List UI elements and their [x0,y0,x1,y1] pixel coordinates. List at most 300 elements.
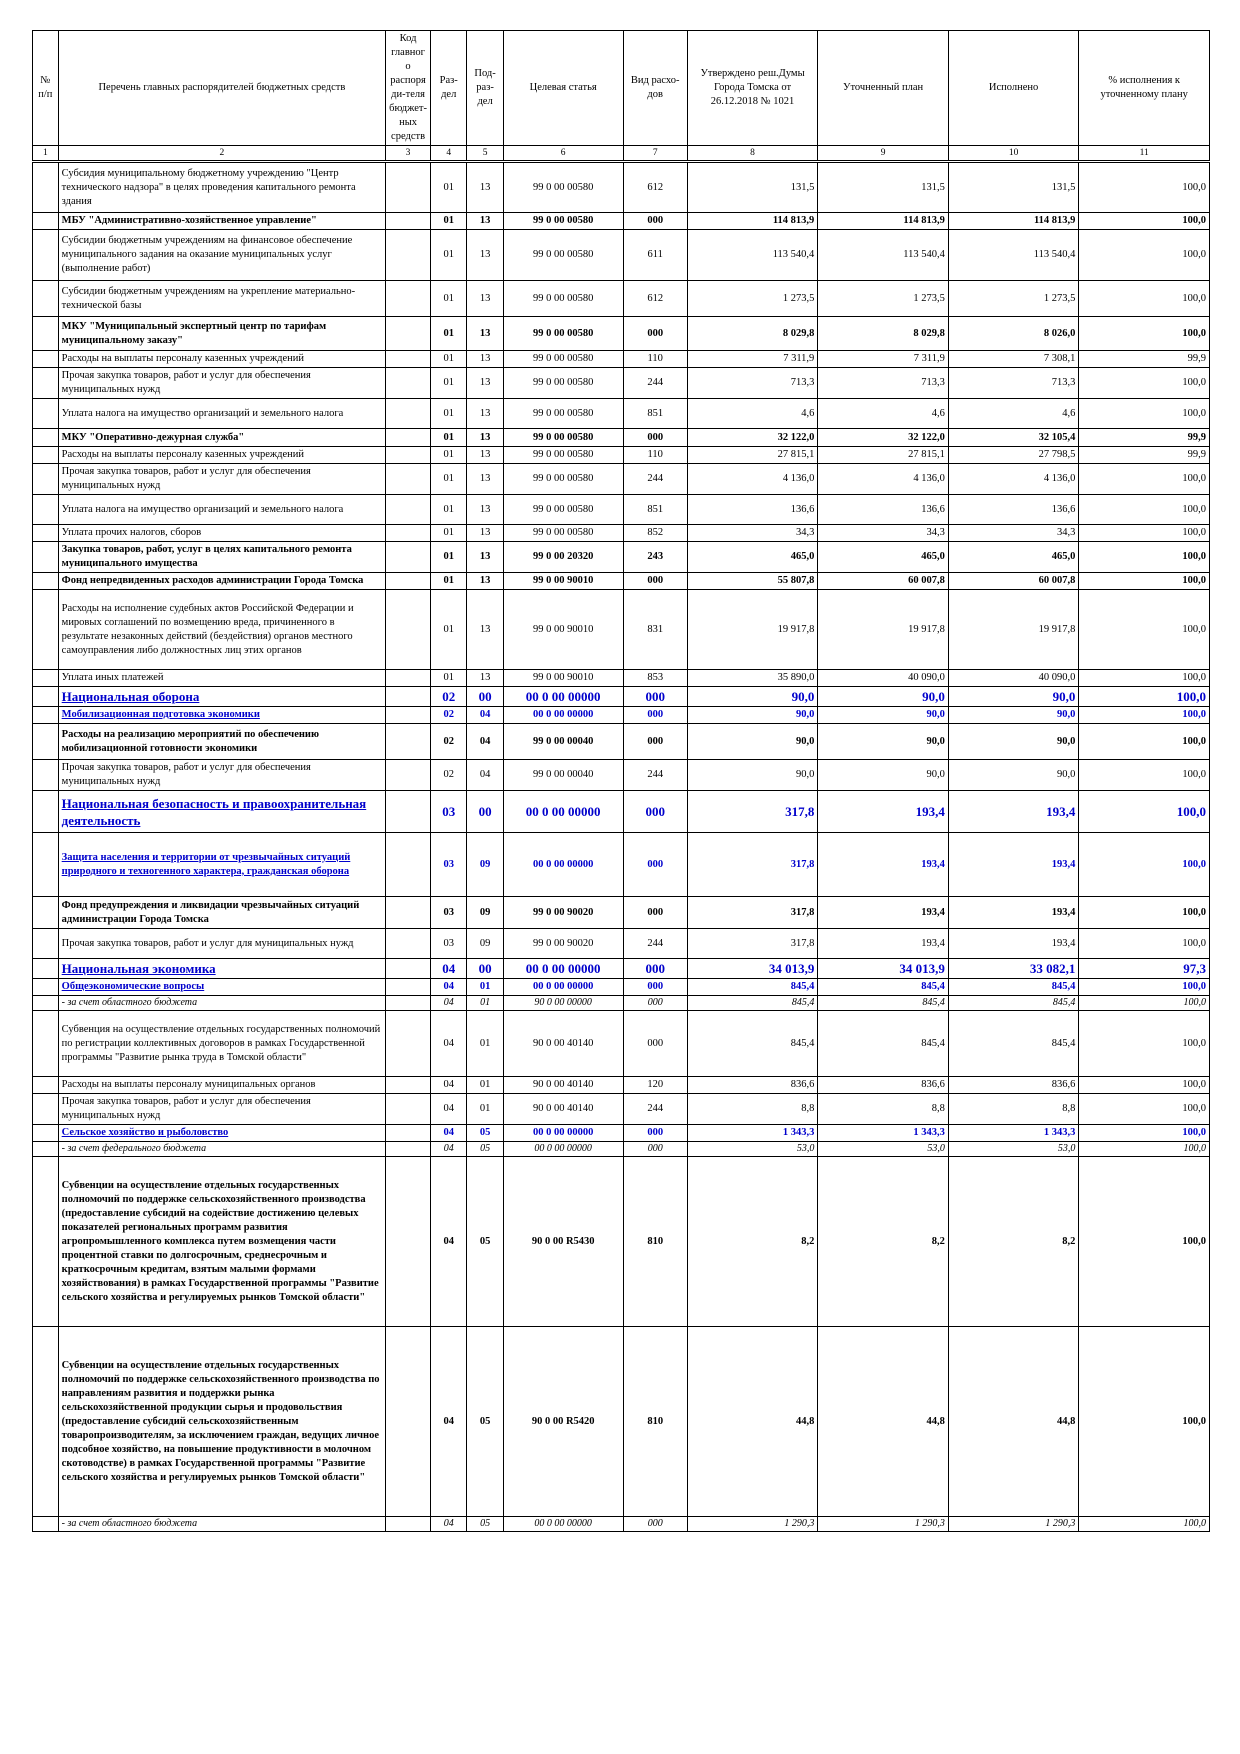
row-article: 99 0 00 00580 [503,447,623,464]
row-approved: 136,6 [687,495,818,525]
row-approved: 1 273,5 [687,281,818,317]
row-razdel: 04 [431,1517,467,1532]
row-plan: 53,0 [818,1142,949,1157]
row-article: 99 0 00 00580 [503,368,623,399]
row-razdel: 04 [431,1011,467,1077]
row-executed: 4,6 [948,399,1079,429]
row-article: 99 0 00 00580 [503,281,623,317]
row-approved: 90,0 [687,724,818,760]
row-article: 99 0 00 00580 [503,464,623,495]
row-article: 99 0 00 90020 [503,929,623,959]
column-number: 2 [58,146,385,162]
row-percent: 100,0 [1079,213,1210,230]
row-article: 99 0 00 00040 [503,760,623,791]
row-plan: 4 136,0 [818,464,949,495]
row-code [386,707,431,724]
row-code [386,1077,431,1094]
table-row [33,281,1210,317]
column-number: 5 [467,146,503,162]
row-article: 99 0 00 90010 [503,670,623,687]
row-podrazdel: 13 [467,670,503,687]
row-article: 99 0 00 00580 [503,162,623,213]
row-name: Расходы на реализацию мероприятий по обеспечению мобилизационной готовности экономики [58,724,385,760]
row-percent: 100,0 [1079,724,1210,760]
row-podrazdel: 13 [467,447,503,464]
row-number-cell [33,1094,59,1125]
row-podrazdel: 05 [467,1327,503,1517]
row-executed: 40 090,0 [948,670,1079,687]
table-row [33,979,1210,996]
row-podrazdel: 13 [467,230,503,281]
table-row [33,1011,1210,1077]
row-approved: 845,4 [687,996,818,1011]
row-plan: 34 013,9 [818,959,949,979]
row-executed: 845,4 [948,996,1079,1011]
row-approved: 4,6 [687,399,818,429]
header-target-article: Целевая статья [503,31,623,146]
row-vid: 000 [623,1125,687,1142]
column-number: 9 [818,146,949,162]
row-executed: 131,5 [948,162,1079,213]
row-code [386,760,431,791]
row-podrazdel: 13 [467,317,503,351]
column-number: 3 [386,146,431,162]
row-podrazdel: 13 [467,542,503,573]
table-row [33,230,1210,281]
row-approved: 8 029,8 [687,317,818,351]
row-approved: 90,0 [687,760,818,791]
row-podrazdel: 04 [467,760,503,791]
row-vid: 831 [623,590,687,670]
row-article: 00 0 00 00000 [503,687,623,707]
row-podrazdel: 00 [467,959,503,979]
row-plan: 713,3 [818,368,949,399]
row-executed: 193,4 [948,897,1079,929]
table-row [33,959,1210,979]
table-row [33,687,1210,707]
row-razdel: 01 [431,495,467,525]
table-row [33,162,1210,213]
row-name: Прочая закупка товаров, работ и услуг для обеспечения муниципальных нужд [58,1094,385,1125]
row-code [386,590,431,670]
row-razdel: 04 [431,1142,467,1157]
row-razdel: 03 [431,833,467,897]
row-plan: 193,4 [818,897,949,929]
row-razdel: 01 [431,368,467,399]
table-row [33,929,1210,959]
row-number-cell [33,979,59,996]
row-razdel: 04 [431,979,467,996]
row-razdel: 01 [431,281,467,317]
row-podrazdel: 01 [467,1077,503,1094]
column-number: 4 [431,146,467,162]
row-razdel: 01 [431,162,467,213]
row-vid: 000 [623,1011,687,1077]
row-percent: 100,0 [1079,929,1210,959]
row-percent: 100,0 [1079,495,1210,525]
row-executed: 34,3 [948,525,1079,542]
row-vid: 612 [623,162,687,213]
header-executed: Исполнено [948,31,1079,146]
row-percent: 100,0 [1079,399,1210,429]
row-article: 00 0 00 00000 [503,707,623,724]
row-number-cell [33,573,59,590]
row-approved: 90,0 [687,707,818,724]
row-vid: 000 [623,687,687,707]
row-percent: 100,0 [1079,317,1210,351]
row-number-cell [33,1157,59,1327]
row-name: МКУ "Муниципальный экспертный центр по тарифам муниципальному заказу" [58,317,385,351]
header-razdel: Раз-дел [431,31,467,146]
row-razdel: 04 [431,959,467,979]
row-executed: 713,3 [948,368,1079,399]
row-razdel: 04 [431,1077,467,1094]
row-executed: 193,4 [948,833,1079,897]
table-row [33,1142,1210,1157]
row-name: Прочая закупка товаров, работ и услуг для обеспечения муниципальных нужд [58,760,385,791]
row-razdel: 01 [431,525,467,542]
row-razdel: 04 [431,1157,467,1327]
row-article: 99 0 00 90020 [503,897,623,929]
row-code [386,1517,431,1532]
table-row [33,542,1210,573]
row-approved: 317,8 [687,791,818,833]
row-vid: 000 [623,791,687,833]
row-executed: 90,0 [948,687,1079,707]
row-plan: 19 917,8 [818,590,949,670]
row-plan: 114 813,9 [818,213,949,230]
row-plan: 193,4 [818,833,949,897]
row-executed: 193,4 [948,929,1079,959]
row-percent: 100,0 [1079,281,1210,317]
row-razdel: 01 [431,429,467,447]
row-approved: 8,8 [687,1094,818,1125]
row-razdel: 04 [431,1094,467,1125]
row-plan: 8 029,8 [818,317,949,351]
row-executed: 53,0 [948,1142,1079,1157]
table-row [33,1125,1210,1142]
row-code [386,959,431,979]
table-row [33,351,1210,368]
row-approved: 465,0 [687,542,818,573]
row-article: 90 0 00 40140 [503,1011,623,1077]
row-vid: 851 [623,399,687,429]
row-percent: 100,0 [1079,1077,1210,1094]
table-row [33,1157,1210,1327]
row-podrazdel: 01 [467,979,503,996]
table-row [33,1517,1210,1532]
row-number-cell [33,162,59,213]
row-plan: 113 540,4 [818,230,949,281]
row-razdel: 01 [431,213,467,230]
row-approved: 317,8 [687,833,818,897]
row-code [386,368,431,399]
row-number-cell [33,590,59,670]
row-vid: 000 [623,996,687,1011]
row-number-cell [33,213,59,230]
row-article: 99 0 00 90010 [503,590,623,670]
table-row [33,996,1210,1011]
table-row [33,1327,1210,1517]
row-name: Уплата налога на имущество организаций и земельного налога [58,495,385,525]
row-number-cell [33,281,59,317]
row-plan: 1 343,3 [818,1125,949,1142]
row-number-cell [33,996,59,1011]
row-executed: 113 540,4 [948,230,1079,281]
row-code [386,464,431,495]
row-number-cell [33,1327,59,1517]
row-number-cell [33,351,59,368]
row-article: 99 0 00 00580 [503,495,623,525]
header-podrazdel: Под-раз-дел [467,31,503,146]
column-number: 6 [503,146,623,162]
row-name: Фонд непредвиденных расходов администрации Города Томска [58,573,385,590]
row-number-cell [33,399,59,429]
row-razdel: 02 [431,724,467,760]
row-podrazdel: 13 [467,429,503,447]
row-code [386,1011,431,1077]
row-podrazdel: 04 [467,707,503,724]
row-plan: 40 090,0 [818,670,949,687]
row-code [386,1327,431,1517]
row-podrazdel: 13 [467,281,503,317]
row-approved: 845,4 [687,1011,818,1077]
row-article: 99 0 00 00580 [503,399,623,429]
row-code [386,525,431,542]
row-razdel: 01 [431,447,467,464]
row-plan: 136,6 [818,495,949,525]
row-plan: 90,0 [818,707,949,724]
row-plan: 27 815,1 [818,447,949,464]
row-plan: 193,4 [818,791,949,833]
table-row [33,317,1210,351]
row-executed: 845,4 [948,1011,1079,1077]
row-vid: 810 [623,1327,687,1517]
row-razdel: 01 [431,464,467,495]
row-executed: 44,8 [948,1327,1079,1517]
row-plan: 7 311,9 [818,351,949,368]
row-code [386,1157,431,1327]
row-name: Субсидии бюджетным учреждениям на финансовое обеспечение муниципального задания на оказание муниципальных услуг (выполнение работ) [58,230,385,281]
row-executed: 33 082,1 [948,959,1079,979]
row-code [386,447,431,464]
row-number-cell [33,833,59,897]
row-vid: 120 [623,1077,687,1094]
row-approved: 32 122,0 [687,429,818,447]
table-row [33,1094,1210,1125]
table-row [33,399,1210,429]
header-distributors: Перечень главных распорядителей бюджетных средств [58,31,385,146]
row-approved: 55 807,8 [687,573,818,590]
row-article: 99 0 00 00040 [503,724,623,760]
row-executed: 7 308,1 [948,351,1079,368]
row-code [386,929,431,959]
row-name: Сельское хозяйство и рыболовство [58,1125,385,1142]
row-article: 99 0 00 00580 [503,525,623,542]
row-number-cell [33,525,59,542]
row-podrazdel: 01 [467,1011,503,1077]
row-plan: 836,6 [818,1077,949,1094]
row-article: 90 0 00 40140 [503,1094,623,1125]
row-podrazdel: 13 [467,368,503,399]
row-razdel: 04 [431,1125,467,1142]
row-name: Уплата налога на имущество организаций и земельного налога [58,399,385,429]
row-podrazdel: 13 [467,573,503,590]
row-name: Субвенции на осуществление отдельных государственных полномочий по поддержке сельскохозяйственного производства по направлениям развития и поддержки рынка сельскохозяйственной продукции сырья и продовольствия (предоставление субсидий сельскохозяйственным товаропроизводителям, за исключением граждан, ведущих личное подсобное хозяйство, на повышение продуктивности в молочном скотоводстве) в рамках Государственной программы "Развитие сельского хозяйства и регулируемых рынков Томской области" [58,1327,385,1517]
row-plan: 90,0 [818,724,949,760]
row-name: Национальная оборона [58,687,385,707]
row-percent: 100,0 [1079,833,1210,897]
row-vid: 000 [623,833,687,897]
row-article: 99 0 00 00580 [503,213,623,230]
row-podrazdel: 13 [467,464,503,495]
header-expense-type: Вид расхо-дов [623,31,687,146]
row-vid: 110 [623,447,687,464]
row-percent: 99,9 [1079,351,1210,368]
row-percent: 100,0 [1079,542,1210,573]
row-article: 99 0 00 00580 [503,230,623,281]
row-vid: 244 [623,760,687,791]
row-number-cell [33,1011,59,1077]
row-podrazdel: 09 [467,897,503,929]
row-executed: 8,8 [948,1094,1079,1125]
table-row [33,791,1210,833]
row-plan: 90,0 [818,760,949,791]
row-podrazdel: 09 [467,833,503,897]
row-executed: 4 136,0 [948,464,1079,495]
column-number: 1 [33,146,59,162]
row-approved: 317,8 [687,897,818,929]
row-podrazdel: 13 [467,162,503,213]
row-code [386,1094,431,1125]
row-article: 00 0 00 00000 [503,1517,623,1532]
row-razdel: 02 [431,707,467,724]
row-razdel: 01 [431,399,467,429]
row-executed: 8 026,0 [948,317,1079,351]
row-podrazdel: 00 [467,791,503,833]
row-podrazdel: 05 [467,1157,503,1327]
row-code [386,1125,431,1142]
row-podrazdel: 01 [467,1094,503,1125]
row-percent: 100,0 [1079,464,1210,495]
row-code [386,213,431,230]
row-code [386,399,431,429]
row-vid: 000 [623,959,687,979]
row-podrazdel: 05 [467,1142,503,1157]
row-plan: 44,8 [818,1327,949,1517]
row-podrazdel: 01 [467,996,503,1011]
row-number-cell [33,368,59,399]
row-podrazdel: 00 [467,687,503,707]
row-executed: 114 813,9 [948,213,1079,230]
row-approved: 35 890,0 [687,670,818,687]
table-row [33,897,1210,929]
row-vid: 110 [623,351,687,368]
row-executed: 1 273,5 [948,281,1079,317]
row-name: Национальная безопасность и правоохранительная деятельность [58,791,385,833]
row-name: Закупка товаров, работ, услуг в целях капитального ремонта муниципального имущества [58,542,385,573]
row-vid: 000 [623,724,687,760]
table-row [33,464,1210,495]
row-executed: 845,4 [948,979,1079,996]
row-percent: 100,0 [1079,368,1210,399]
row-podrazdel: 13 [467,590,503,670]
row-code [386,162,431,213]
row-vid: 612 [623,281,687,317]
row-number-cell [33,1517,59,1532]
row-vid: 853 [623,670,687,687]
header-distributor-code: Код главного распоряди-теля бюджет-ных средств [386,31,431,146]
row-article: 00 0 00 00000 [503,791,623,833]
row-plan: 1 290,3 [818,1517,949,1532]
row-razdel: 02 [431,760,467,791]
row-approved: 114 813,9 [687,213,818,230]
row-plan: 845,4 [818,979,949,996]
row-vid: 243 [623,542,687,573]
row-article: 90 0 00 40140 [503,1077,623,1094]
row-vid: 000 [623,1142,687,1157]
row-vid: 852 [623,525,687,542]
table-row [33,429,1210,447]
row-executed: 193,4 [948,791,1079,833]
table-row [33,760,1210,791]
header-plan: Уточненный план [818,31,949,146]
row-vid: 000 [623,707,687,724]
row-plan: 34,3 [818,525,949,542]
row-razdel: 01 [431,590,467,670]
row-razdel: 01 [431,230,467,281]
row-name: Прочая закупка товаров, работ и услуг для обеспечения муниципальных нужд [58,368,385,399]
row-name: Субсидии бюджетным учреждениям на укрепление материально-технической базы [58,281,385,317]
row-percent: 99,9 [1079,447,1210,464]
row-executed: 90,0 [948,760,1079,791]
row-article: 90 0 00 R5420 [503,1327,623,1517]
row-code [386,979,431,996]
row-percent: 99,9 [1079,429,1210,447]
row-article: 00 0 00 00000 [503,1142,623,1157]
row-code [386,687,431,707]
row-number-cell [33,1142,59,1157]
row-podrazdel: 05 [467,1125,503,1142]
row-executed: 836,6 [948,1077,1079,1094]
row-article: 90 0 00 R5430 [503,1157,623,1327]
row-name: Расходы на выплаты персоналу казенных учреждений [58,351,385,368]
table-row [33,495,1210,525]
row-razdel: 02 [431,687,467,707]
row-vid: 000 [623,317,687,351]
row-executed: 19 917,8 [948,590,1079,670]
row-razdel: 01 [431,317,467,351]
row-vid: 244 [623,1094,687,1125]
row-number-cell [33,897,59,929]
table-row [33,724,1210,760]
row-razdel: 04 [431,996,467,1011]
column-number: 8 [687,146,818,162]
row-executed: 90,0 [948,724,1079,760]
row-number-cell [33,929,59,959]
row-approved: 113 540,4 [687,230,818,281]
row-name: Мобилизационная подготовка экономики [58,707,385,724]
row-name: Национальная экономика [58,959,385,979]
row-article: 99 0 00 00580 [503,429,623,447]
row-number-cell [33,707,59,724]
row-name: Прочая закупка товаров, работ и услуг для обеспечения муниципальных нужд [58,464,385,495]
table-row [33,707,1210,724]
row-plan: 8,8 [818,1094,949,1125]
row-executed: 8,2 [948,1157,1079,1327]
row-number-cell [33,447,59,464]
row-code [386,230,431,281]
